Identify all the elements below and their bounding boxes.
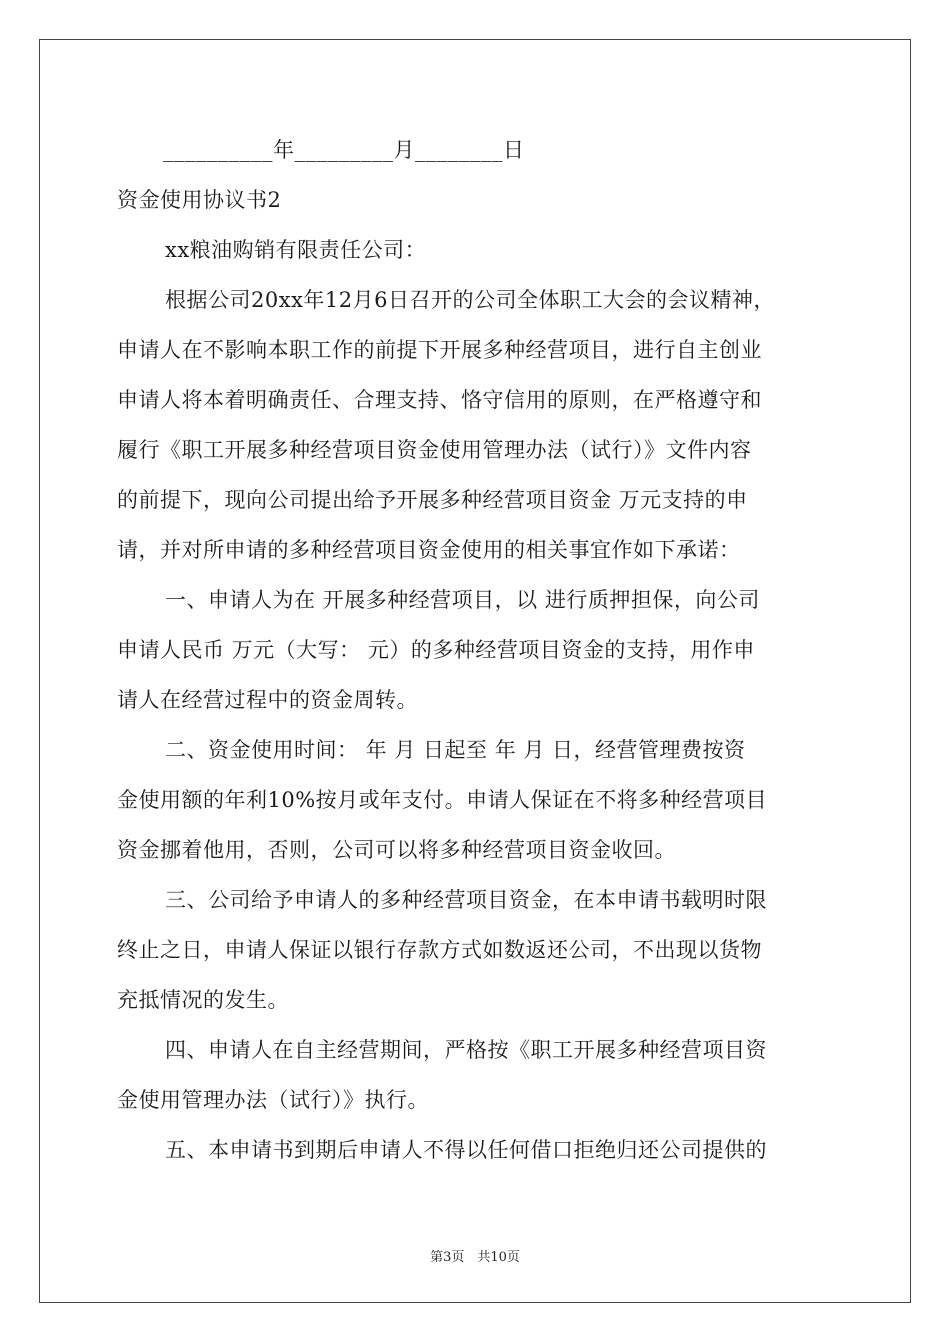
body-line: 请，并对所申请的多种经营项目资金使用的相关事宜作如下承诺： [117,538,741,562]
body-line: 申请人民币 万元（大写： 元）的多种经营项目资金的支持，用作申 [117,638,755,662]
body-line: 金使用额的年利10%按月或年支付。申请人保证在不将多种经营项目 [117,788,768,812]
body-line: 终止之日，申请人保证以银行存款方式如数返还公司，不出现以货物 [117,938,762,962]
body-line: 一、申请人为在 开展多种经营项目，以 进行质押担保，向公司 [165,588,760,612]
body-line: 充抵情况的发生。 [117,988,289,1012]
body-line: 根据公司20xx年12月6日召开的公司全体职工大会的会议精神， [165,288,775,312]
page-number-footer: 第3页 共10页 [430,1250,520,1265]
body-line: 三、公司给予申请人的多种经营项目资金，在本申请书载明时限 [165,888,767,912]
date-line: __________年_________月________日 [163,138,525,162]
body-line: 五、本申请书到期后申请人不得以任何借口拒绝归还公司提供的 [165,1138,767,1162]
body-line: 履行《职工开展多种经营项目资金使用管理办法（试行）》文件内容 [117,438,752,462]
body-line: 金使用管理办法（试行）》执行。 [117,1088,429,1112]
body-line: 二、资金使用时间： 年 月 日起至 年 月 日，经营管理费按资 [165,738,746,762]
document-title: 资金使用协议书2 [117,188,282,212]
addressee: xx粮油购销有限责任公司： [165,238,427,262]
body-line: 资金挪着他用，否则，公司可以将多种经营项目资金收回。 [117,838,676,862]
body-line: 申请人在不影响本职工作的前提下开展多种经营项目，进行自主创业 [117,338,762,362]
body-line: 申请人将本着明确责任、合理支持、恪守信用的原则，在严格遵守和 [117,388,762,412]
body-line: 请人在经营过程中的资金周转。 [117,688,418,712]
body-line: 四、申请人在自主经营期间，严格按《职工开展多种经营项目资 [165,1038,767,1062]
body-line: 的前提下，现向公司提出给予开展多种经营项目资金 万元支持的申 [117,488,748,512]
